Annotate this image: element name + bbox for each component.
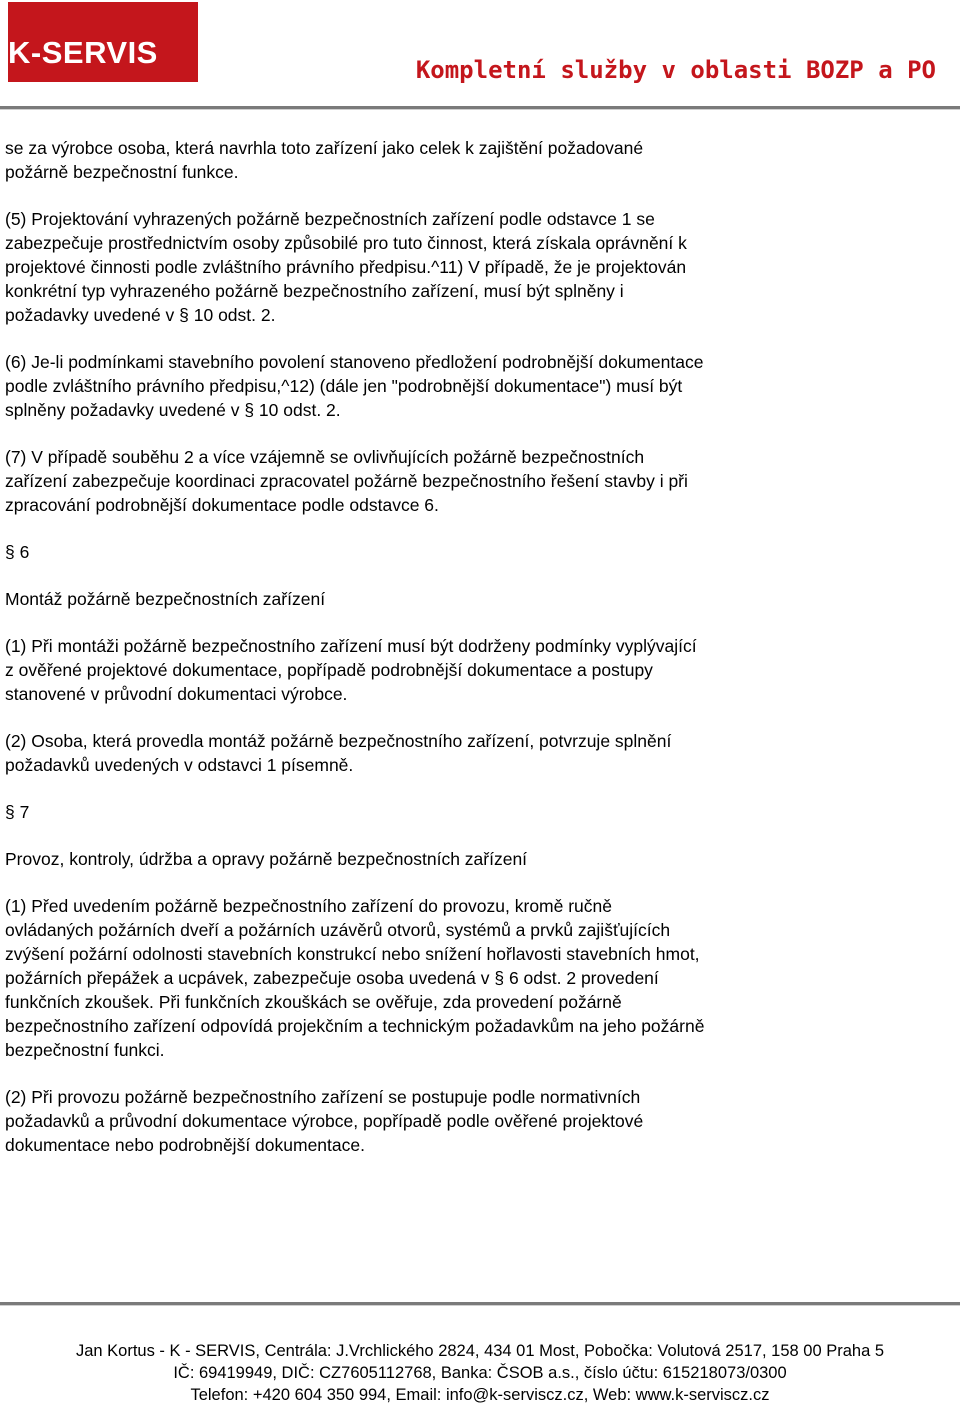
- paragraph: se za výrobce osoba, která navrhla toto zařízení jako celek k zajištění požadované požárně bezpečnostní funkce.: [5, 138, 644, 182]
- paragraph: (6) Je-li podmínkami stavebního povolení stanoveno předložení podrobnější dokumentace podle zvláštního právního předpisu,^12) (dále jen "podrobnější dokumentace") musí být splněny požadavky uvedené v § 10 odst. 2.: [5, 352, 704, 420]
- header-divider: [0, 106, 960, 110]
- paragraph: (2) Při provozu požárně bezpečnostního zařízení se postupuje podle normativních požadavků a průvodní dokumentace výrobce, popřípadě podle ověřené projektové dokumentace nebo podrobnější dokumentace.: [5, 1087, 644, 1155]
- paragraph: (1) Při montáži požárně bezpečnostního zařízení musí být dodrženy podmínky vyplývající z ověřené projektové dokumentace, popřípadě podrobnější dokumentace a postupy stanovené v průvodní dokumentaci výrobce.: [5, 636, 697, 704]
- footer-company-ids: IČ: 69419949, DIČ: CZ7605112768, Banka: ČSOB a.s., číslo účtu: 615218073/0300: [173, 1364, 787, 1382]
- footer-contact: Telefon: +420 604 350 994, Email: info@k-serviscz.cz, Web: www.k-serviscz.cz: [190, 1386, 770, 1404]
- paragraph: (2) Osoba, která provedla montáž požárně bezpečnostního zařízení, potvrzuje splnění požadavků uvedených v odstavci 1 písemně.: [5, 731, 672, 775]
- footer-address: Jan Kortus - K - SERVIS, Centrála: J.Vrchlického 2824, 434 01 Most, Pobočka: Volutová 2517, 158 00 Praha 5: [75, 1342, 885, 1360]
- document-body: [5, 136, 705, 1180]
- logo-text: K-SERVIS: [8, 35, 158, 70]
- section-heading: § 6: [5, 542, 30, 562]
- paragraph: (5) Projektování vyhrazených požárně bezpečnostních zařízení podle odstavce 1 se zabezpečuje prostřednictvím osoby způsobilé pro tuto činnost, která získala oprávnění k projektové činnosti podle zvláštního právního předpisu.^11) V případě, že je projektován konkrétní typ vyhrazeného požárně bezpečnostního zařízení, musí být splněny i požadavky uvedené v § 10 odst. 2.: [5, 209, 687, 325]
- section-heading: § 7: [5, 802, 30, 822]
- paragraph: (7) V případě souběhu 2 a více vzájemně se ovlivňujících požárně bezpečnostních zařízení zabezpečuje koordinaci zpracovatel požárně bezpečnostního řešení stavby i při zpracování podrobnější dokumentace podle odstavce 6.: [5, 447, 688, 515]
- section-title: Provoz, kontroly, údržba a opravy požárně bezpečnostních zařízení: [5, 849, 528, 869]
- section-title: Montáž požárně bezpečnostních zařízení: [5, 589, 326, 609]
- footer: [0, 1340, 960, 1406]
- header-title: Kompletní služby v oblasti BOZP a PO: [415, 56, 936, 84]
- footer-divider: [0, 1302, 960, 1306]
- paragraph: (1) Před uvedením požárně bezpečnostního zařízení do provozu, kromě ručně ovládaných požárních dveří a požárních uzávěrů otvorů, systémů a prvků zajišťujících zvýšení požární odolnosti stavebních konstrukcí nebo snížení hořlavosti stavebních hmot, požárních přepážek a ucpávek, zabezpečuje osoba uvedená v § 6 odst. 2 provedení funkčních zkoušek. Při funkčních zkouškách se ověřuje, zda provedení požárně bezpečnostního zařízení odpovídá projekčním a technickým požadavkům na jeho požárně bezpečnostní funkci.: [5, 896, 705, 1060]
